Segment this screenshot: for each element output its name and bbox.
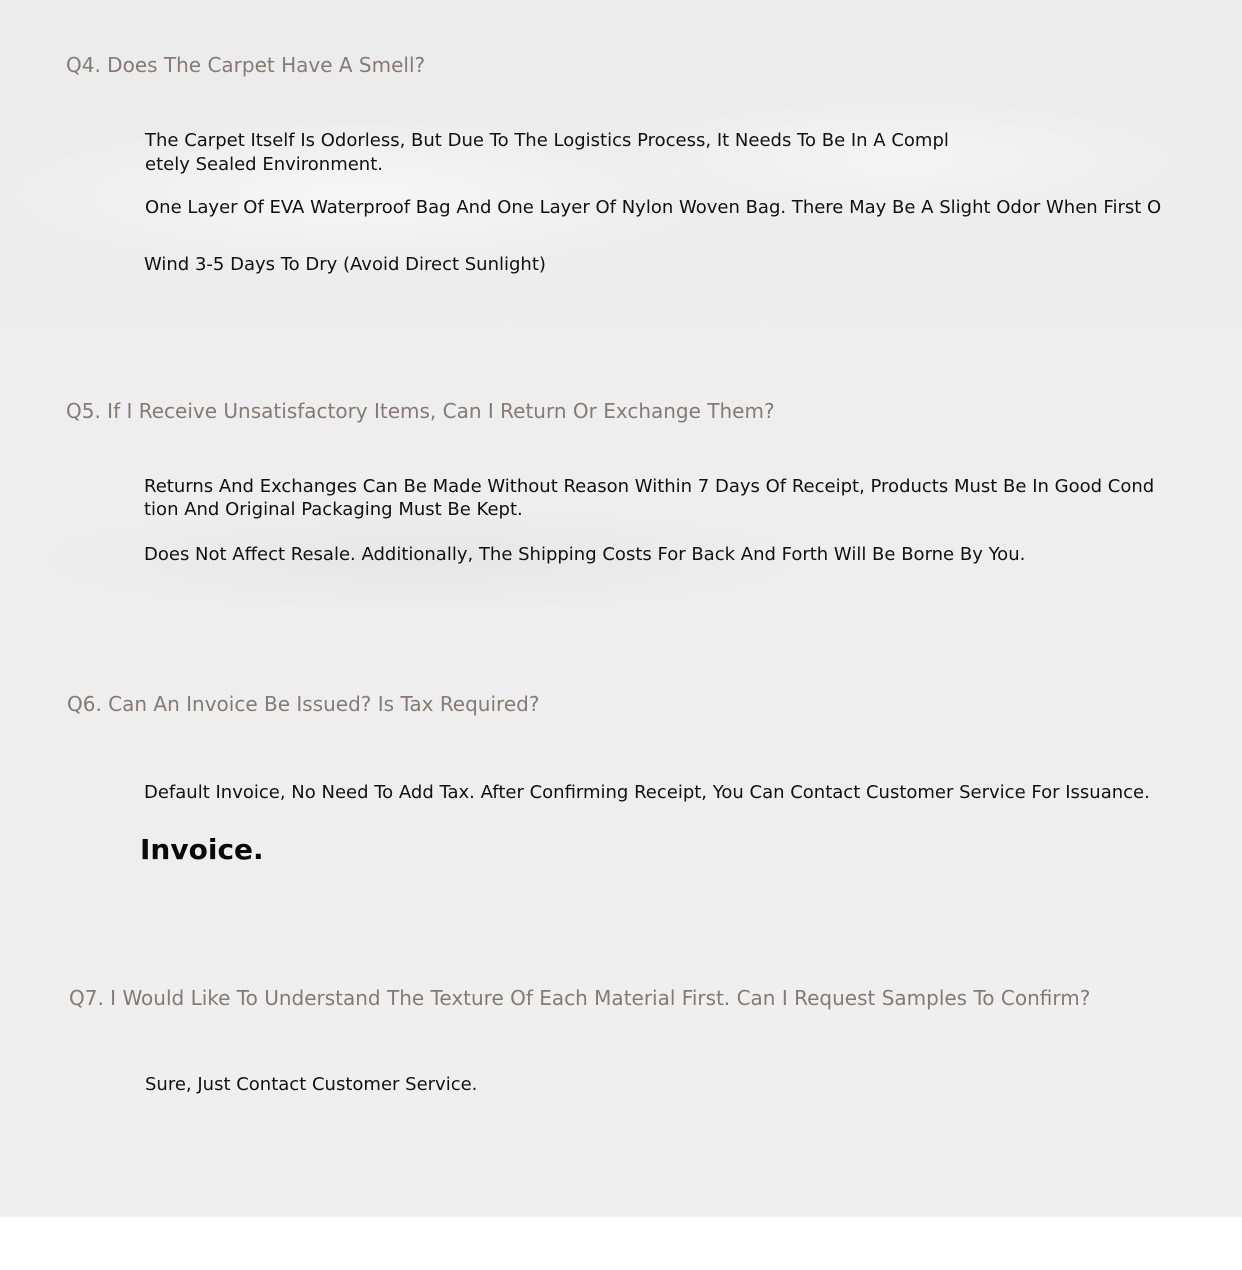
faq-answer-q4-line-1: The Carpet Itself Is Odorless, But Due To The Logistics Process, It Needs To Be In A Compl xyxy=(145,130,949,151)
faq-answer-q4-line-2: etely Sealed Environment. xyxy=(145,154,383,175)
faq-answer-q4-line-4: Wind 3-5 Days To Dry (Avoid Direct Sunlight) xyxy=(144,254,546,275)
faq-question-q7: Q7. I Would Like To Understand The Texture Of Each Material First. Can I Request Samples To Confirm? xyxy=(69,986,1091,1010)
faq-answer-q4-line-3: One Layer Of EVA Waterproof Bag And One Layer Of Nylon Woven Bag. There May Be A Slight Odor When First O xyxy=(145,197,1162,218)
faq-question-q6: Q6. Can An Invoice Be Issued? Is Tax Required? xyxy=(67,692,540,716)
faq-answer-q5-line-3: Does Not Affect Resale. Additionally, The Shipping Costs For Back And Forth Will Be Borne By You. xyxy=(144,544,1026,565)
faq-question-q5: Q5. If I Receive Unsatisfactory Items, Can I Return Or Exchange Them? xyxy=(66,399,775,423)
faq-answer-q5-line-1: Returns And Exchanges Can Be Made Without Reason Within 7 Days Of Receipt, Products Must Be In Good Cond xyxy=(144,476,1155,497)
faq-answer-q6-line-1: Default Invoice, No Need To Add Tax. After Confirming Receipt, You Can Contact Customer Service For Issuance. xyxy=(144,782,1150,803)
faq-answer-q5-line-2: tion And Original Packaging Must Be Kept. xyxy=(144,499,523,520)
faq-answer-q7-line-1: Sure, Just Contact Customer Service. xyxy=(145,1074,478,1095)
faq-question-q4: Q4. Does The Carpet Have A Smell? xyxy=(66,53,426,77)
faq-answer-q6-invoice-heading: Invoice. xyxy=(140,833,264,866)
